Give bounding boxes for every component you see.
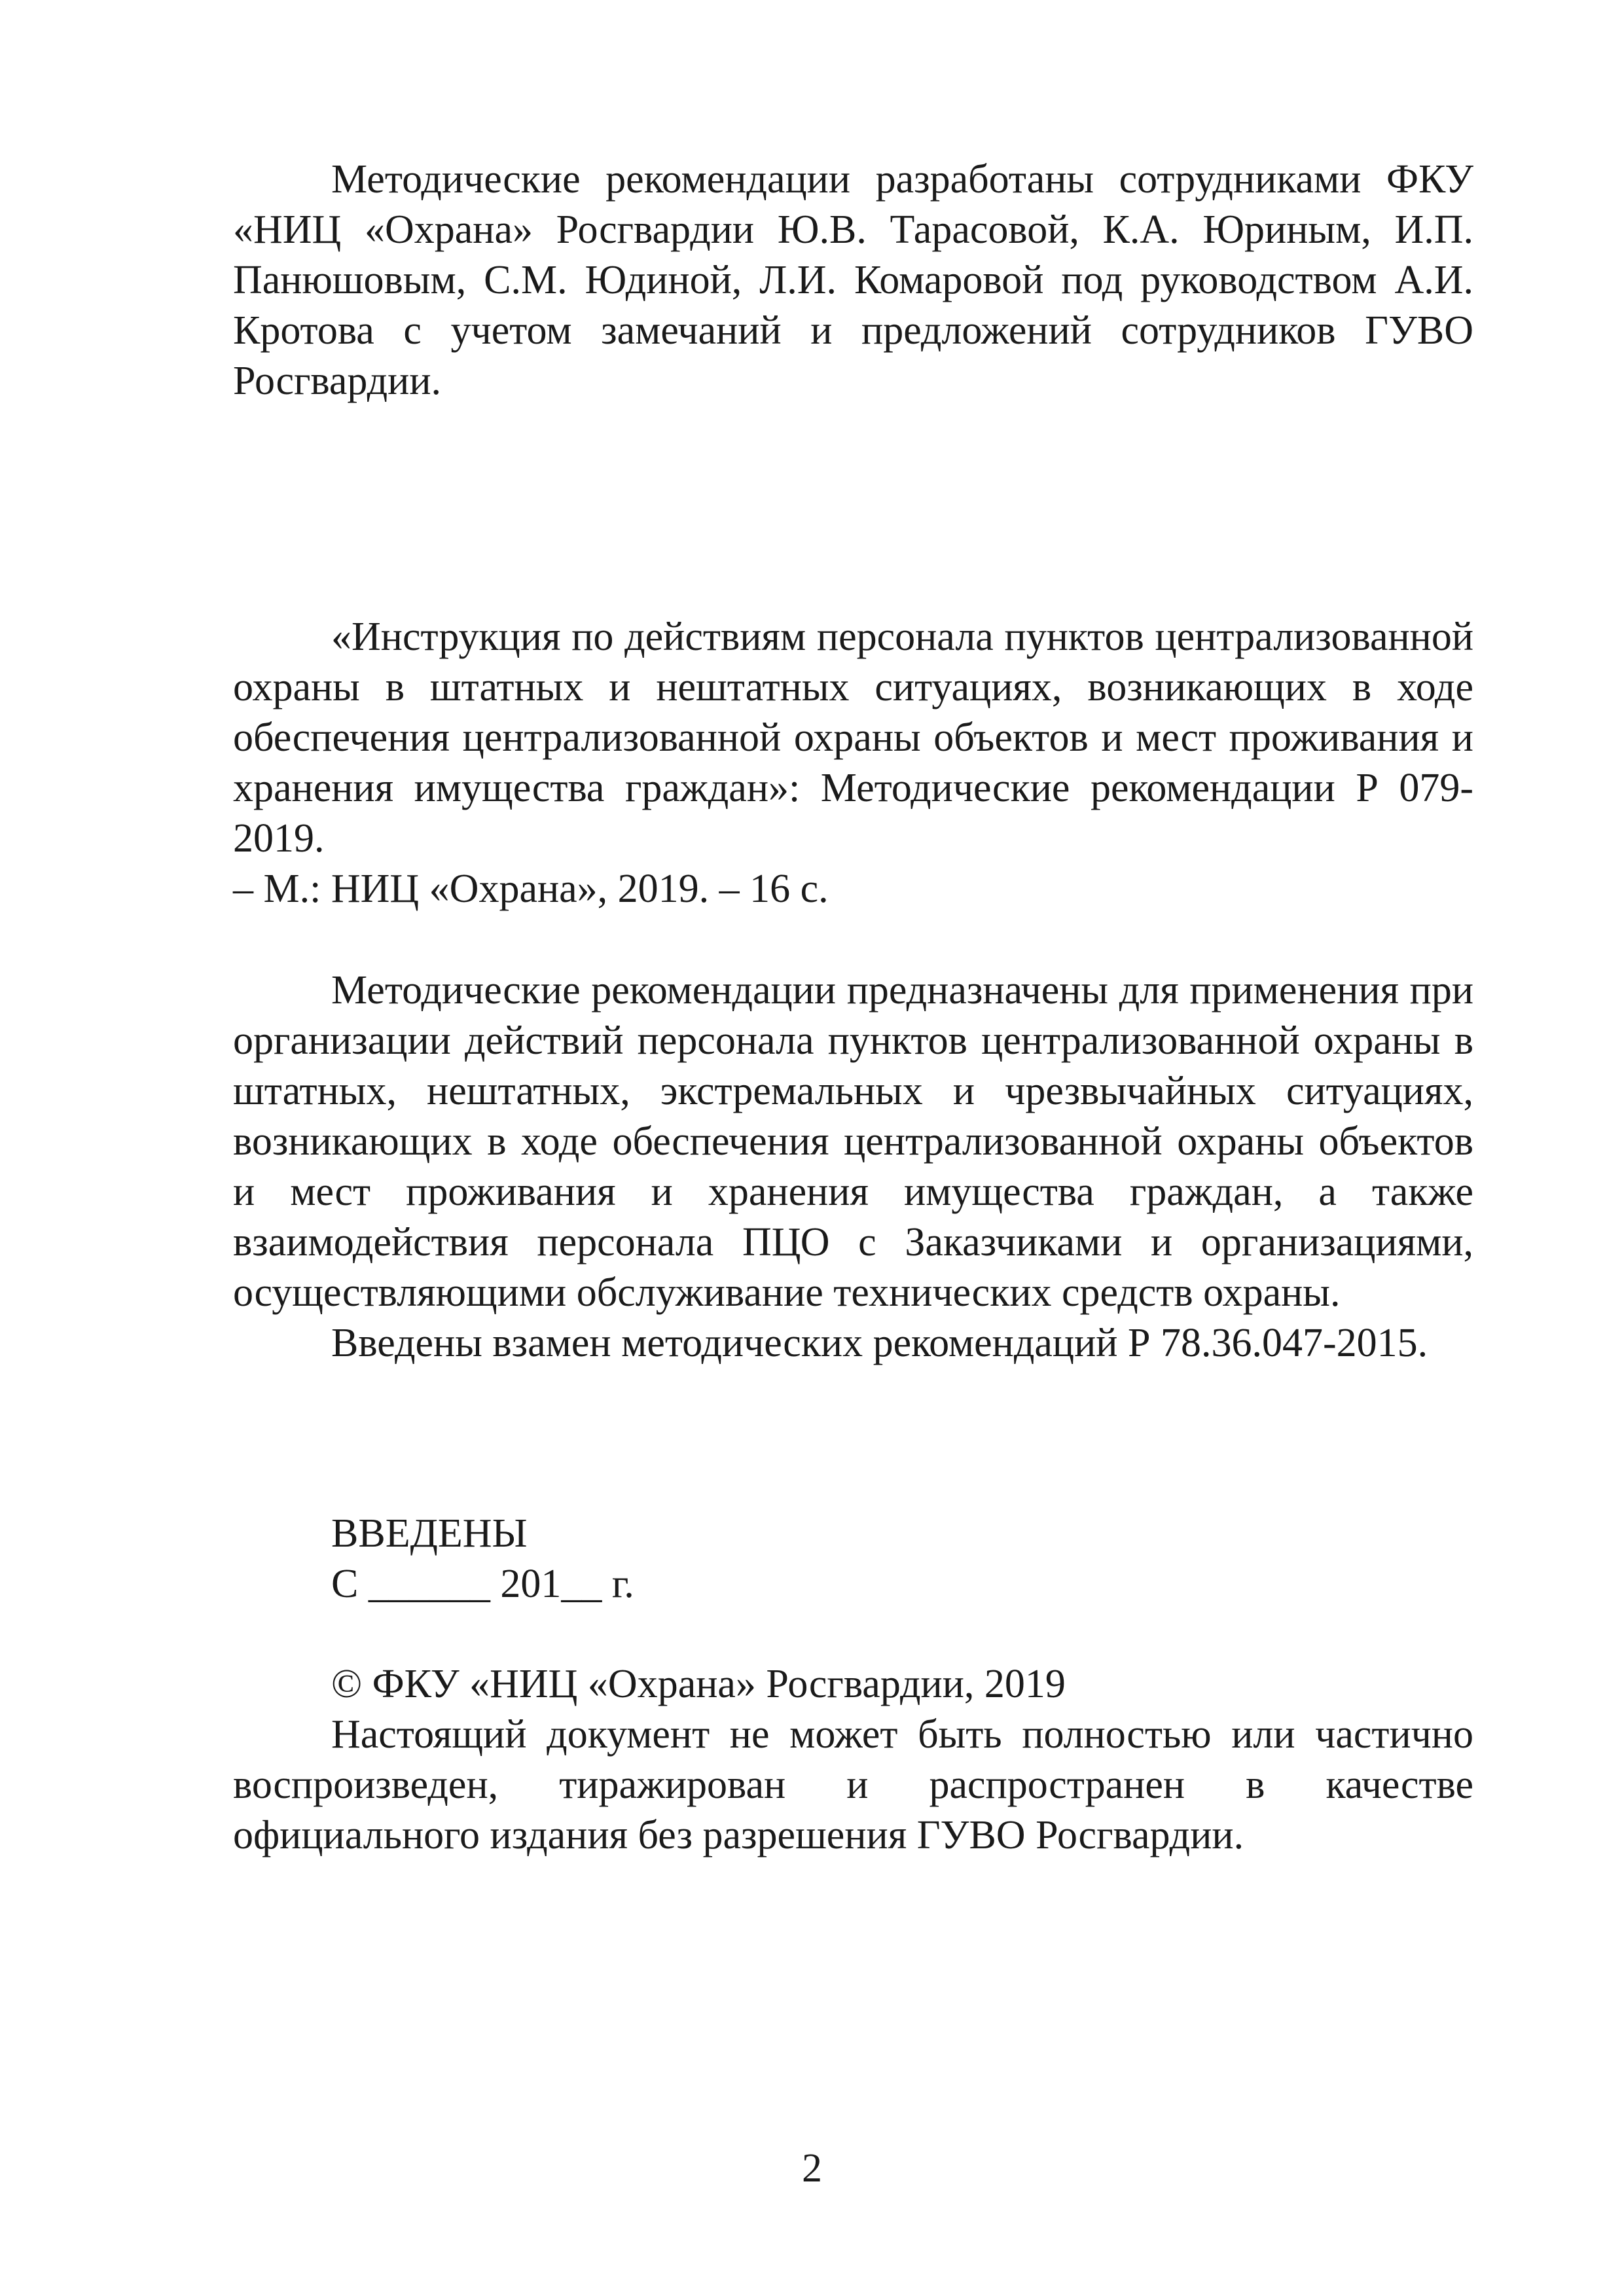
purpose-section bbox=[233, 965, 1473, 1369]
authors-paragraph: Методические рекомендации разработаны сотрудниками ФКУ «НИЦ «Охрана» Росгвардии Ю.В. Тарасовой, К.А. Юриным, И.П. Панюшовым, С.М. Юдиной, Л.И. Комаровой под руководством А.И. Кротова с учетом замечаний и предложений сотрудников ГУВО Росгвардии. bbox=[233, 157, 1473, 403]
authors-section bbox=[233, 154, 1473, 406]
copyright-restriction: Настоящий документ не может быть полностью или частично воспроизведен, тиражирован и распространен в качестве официального издания без разрешения ГУВО Росгвардии. bbox=[233, 1712, 1473, 1857]
page-number: 2 bbox=[802, 2146, 822, 2191]
introduced-section bbox=[233, 1509, 1473, 1609]
replacement-paragraph: Введены взамен методических рекомендаций Р 78.36.047-2015. bbox=[331, 1321, 1428, 1365]
purpose-paragraph: Методические рекомендации предназначены для применения при организации действий персонала пунктов централизованной охраны в штатных, нештатных, экстремальных и чрезвычайных ситуациях, возникающих в ходе обеспечения централизованной охраны объектов и мест проживания и хранения имущества граждан, а также взаимодействия персонала ПЦО с Заказчиками и организациями, осуществляющими обслуживание технических средств охраны. bbox=[233, 968, 1473, 1315]
citation-publisher-line: – М.: НИЦ «Охрана», 2019. – 16 с. bbox=[233, 867, 829, 911]
citation-section bbox=[233, 612, 1473, 914]
introduced-date-line: С ______ 201__ г. bbox=[331, 1562, 634, 1606]
introduced-heading: ВВЕДЕНЫ bbox=[331, 1511, 528, 1556]
copyright-section bbox=[233, 1659, 1473, 1861]
citation-paragraph: «Инструкция по действиям персонала пунктов централизованной охраны в штатных и нештатных ситуациях, возникающих в ходе обеспечения централизованной охраны объектов и мест проживания и хранения имущества граждан»: Методические рекомендации Р 079-2019. bbox=[233, 615, 1473, 861]
copyright-notice: © ФКУ «НИЦ «Охрана» Росгвардии, 2019 bbox=[331, 1662, 1066, 1706]
